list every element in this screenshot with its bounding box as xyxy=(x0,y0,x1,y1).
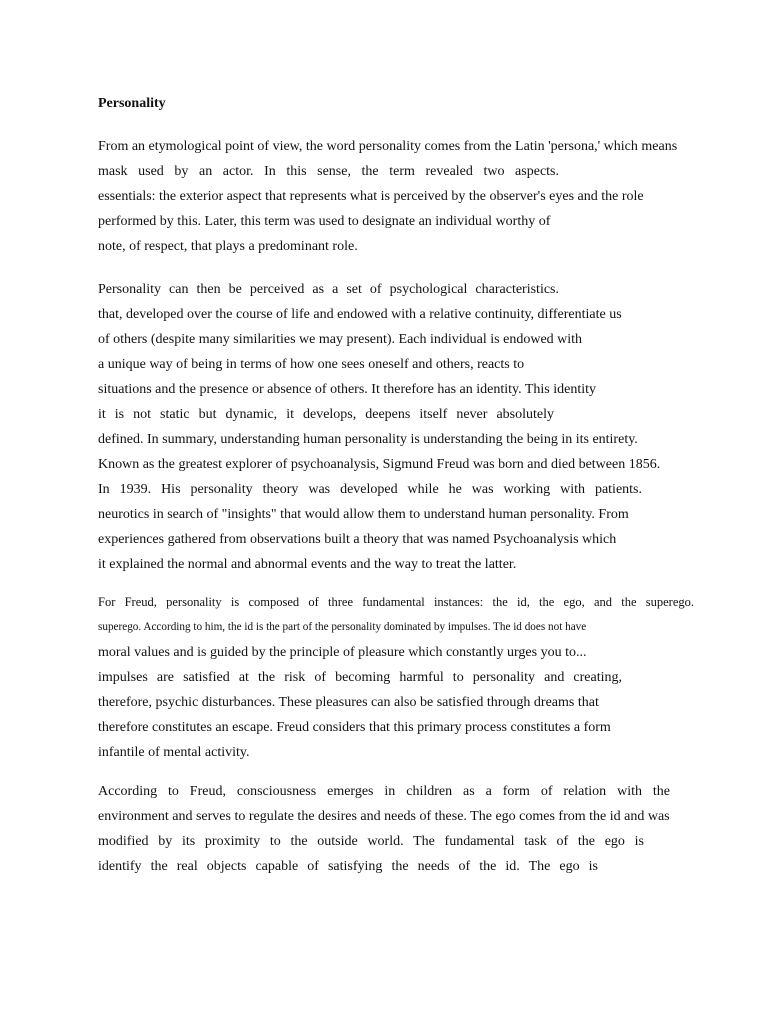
text-line: mask used by an actor. In this sense, the term revealed two aspects. xyxy=(98,164,559,179)
paragraph-freud-instances xyxy=(98,590,694,765)
text-line: therefore constitutes an escape. Freud considers that this primary process constitutes a form xyxy=(98,720,611,735)
text-line: experiences gathered from observations built a theory that was named Psychoanalysis which xyxy=(98,532,617,547)
text-line: identify the real objects capable of satisfying the needs of the id. The ego is xyxy=(98,859,598,874)
text-line: a unique way of being in terms of how one sees oneself and others, reacts to xyxy=(98,357,525,372)
text-line: Known as the greatest explorer of psychoanalysis, Sigmund Freud was born and died between 1856. xyxy=(98,457,661,472)
text-line: According to Freud, consciousness emerges in children as a form of relation with the xyxy=(98,784,670,799)
paragraph-etymology xyxy=(98,134,694,259)
text-line: performed by this. Later, this term was used to designate an individual worthy of xyxy=(98,214,551,229)
text-line: situations and the presence or absence of others. It therefore has an identity. This identity xyxy=(98,382,597,397)
text-line: moral values and is guided by the principle of pleasure which constantly urges you to... xyxy=(98,645,587,660)
text-line: Personality can then be perceived as a set of psychological characteristics. xyxy=(98,282,559,297)
text-line: note, of respect, that plays a predominant role. xyxy=(98,239,358,254)
text-line: In 1939. His personality theory was developed while he was working with patients. xyxy=(98,482,642,497)
text-line: From an etymological point of view, the word personality comes from the Latin 'persona,' which means xyxy=(98,139,678,154)
paragraph-ego xyxy=(98,779,694,879)
text-line: neurotics in search of "insights" that would allow them to understand human personality. From xyxy=(98,507,629,522)
text-line: infantile of mental activity. xyxy=(98,745,250,760)
text-line: therefore, psychic disturbances. These pleasures can also be satisfied through dreams that xyxy=(98,695,599,710)
text-line: defined. In summary, understanding human personality is understanding the being in its entirety. xyxy=(98,432,638,447)
text-line: For Freud, personality is composed of three fundamental instances: the id, the ego, and the superego. xyxy=(98,595,694,609)
text-line: impulses are satisfied at the risk of becoming harmful to personality and creating, xyxy=(98,670,622,685)
text-line: that, developed over the course of life and endowed with a relative continuity, differentiate us xyxy=(98,307,622,322)
text-line: it is not static but dynamic, it develops, deepens itself never absolutely xyxy=(98,407,554,422)
text-line: modified by its proximity to the outside world. The fundamental task of the ego is xyxy=(98,834,644,849)
text-line: of others (despite many similarities we may present). Each individual is endowed with xyxy=(98,332,583,347)
section-heading: Personality xyxy=(98,96,166,111)
text-line: it explained the normal and abnormal events and the way to treat the latter. xyxy=(98,557,517,572)
text-line: environment and serves to regulate the desires and needs of these. The ego comes from the id and was xyxy=(98,809,670,824)
paragraph-definition xyxy=(98,277,694,577)
text-line: superego. According to him, the id is the part of the personality dominated by impulses. The id does not have xyxy=(98,621,587,633)
text-line: essentials: the exterior aspect that represents what is perceived by the observer's eyes and the role xyxy=(98,189,644,204)
